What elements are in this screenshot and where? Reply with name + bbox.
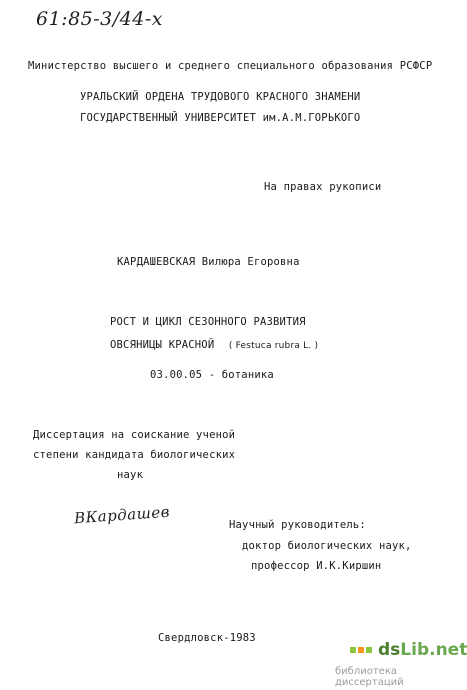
dissertation-line-1: Диссертация на соискание ученой — [33, 429, 236, 441]
watermark-logo-text: dsLib.net — [378, 640, 467, 660]
university-line-2: ГОСУДАРСТВЕННЫЙ УНИВЕРСИТЕТ им.А.М.ГОРЬКОГО — [80, 112, 361, 124]
watermark-caption: библиотека диссертаций — [335, 666, 404, 688]
archive-code: 61:85-3/44-х — [36, 8, 163, 30]
university-line-1: УРАЛЬСКИЙ ОРДЕНА ТРУДОВОГО КРАСНОГО ЗНАМЕНИ — [80, 91, 361, 103]
supervisor-name: профессор И.К.Киршин — [251, 560, 382, 572]
watermark-dots-icon — [350, 647, 374, 653]
city-year: Свердловск-1983 — [158, 632, 256, 644]
author-name: КАРДАШЕВСКАЯ Вилюра Егоровна — [117, 256, 300, 268]
title-line-2 — [110, 339, 318, 351]
title-latin: ( Festuca rubra L. ) — [228, 341, 319, 351]
dissertation-line-2: степени кандидата биологических — [33, 449, 236, 461]
specialty: 03.00.05 - ботаника — [150, 369, 274, 381]
title-line-1: РОСТ И ЦИКЛ СЕЗОННОГО РАЗВИТИЯ — [110, 316, 306, 328]
watermark-logo — [350, 640, 467, 660]
title-russian: ОВСЯНИЦЫ КРАСНОЙ — [110, 339, 215, 351]
supervisor-label: Научный руководитель: — [229, 519, 366, 531]
supervisor-degree: доктор биологических наук, — [242, 540, 412, 552]
manuscript-rights: На правах рукописи — [264, 181, 382, 193]
handwritten-signature: ВКардашев — [73, 502, 171, 528]
dissertation-line-3: наук — [117, 469, 144, 481]
ministry-line: Министерство высшего и среднего специального образования РСФСР — [28, 60, 433, 72]
